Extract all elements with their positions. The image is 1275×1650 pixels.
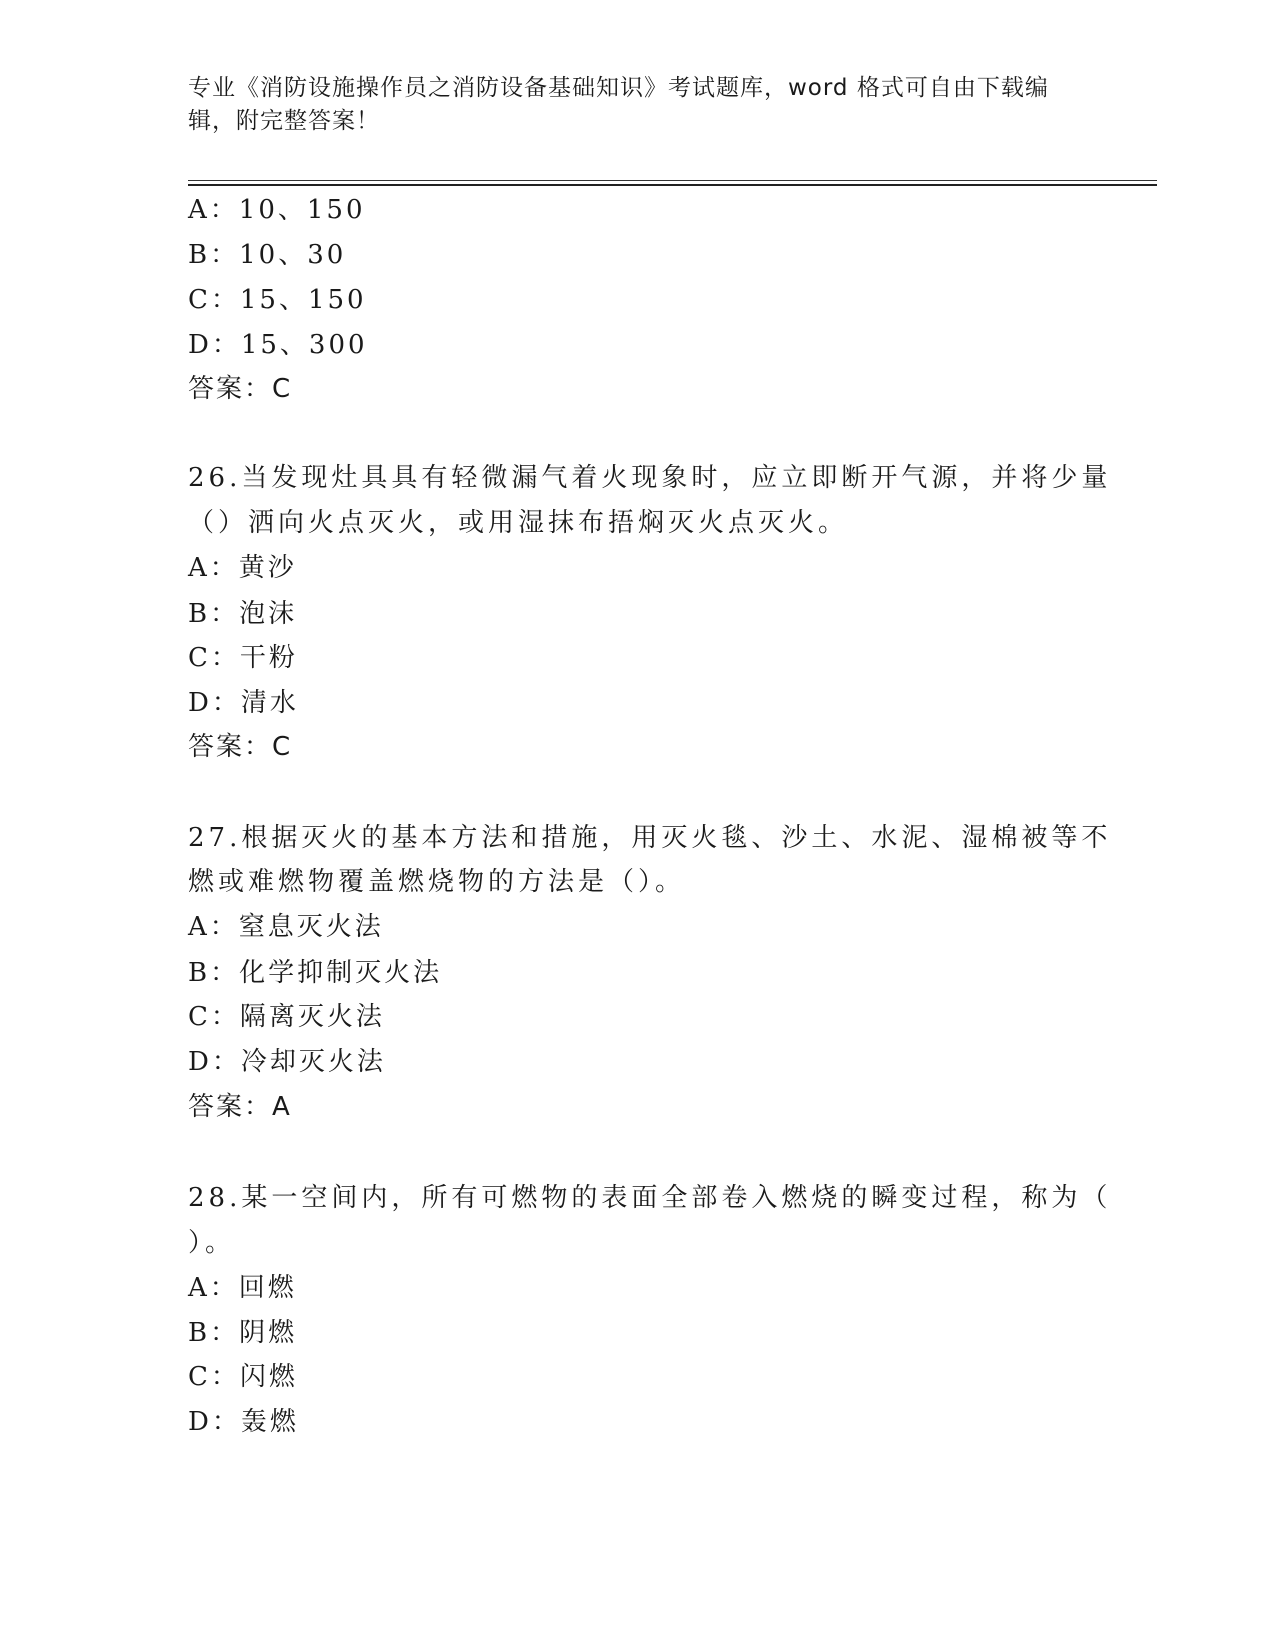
q25-option-d: D：15、300: [188, 330, 368, 360]
q25-option-a: A：10、150: [188, 195, 366, 225]
q25-answer: 答案：C: [188, 374, 293, 404]
q26-option-a: A：黄沙: [188, 553, 297, 583]
q27-option-b: B：化学抑制灭火法: [188, 958, 443, 988]
header-line-1: 专业《消防设施操作员之消防设备基础知识》考试题库，word 格式可自由下载编: [188, 75, 1049, 101]
q26-option-b: B：泡沫: [188, 599, 298, 629]
q28-option-b: B：阴燃: [188, 1318, 298, 1348]
q28-stem-line-2: ）。: [188, 1228, 236, 1258]
q26-option-d: D：清水: [188, 688, 299, 718]
q28-option-a: A：回燃: [188, 1273, 297, 1303]
q26-stem-line-2: （）洒向火点灭火，或用湿抹布捂焖灭火点灭火。: [188, 508, 849, 538]
q26-answer: 答案：C: [188, 732, 293, 762]
q28-option-c: C：闪燃: [188, 1362, 298, 1392]
header-line-2: 辑，附完整答案！: [188, 108, 380, 134]
header-rule-thin: [188, 180, 1157, 181]
q25-option-c: C：15、150: [188, 285, 367, 315]
q25-option-b: B：10、30: [188, 240, 347, 270]
q26-stem-line-1: 26.当发现灶具具有轻微漏气着火现象时，应立即断开气源，并将少量: [188, 463, 1112, 493]
q27-stem-line-1: 27.根据灭火的基本方法和措施，用灭火毯、沙土、水泥、湿棉被等不: [188, 823, 1112, 853]
document-header: [188, 72, 1088, 138]
q27-option-d: D：冷却灭火法: [188, 1047, 386, 1077]
q28-option-d: D：轰燃: [188, 1407, 299, 1437]
q28-stem-line-1: 28.某一空间内，所有可燃物的表面全部卷入燃烧的瞬变过程，称为（: [188, 1183, 1112, 1213]
q26-option-c: C：干粉: [188, 643, 298, 673]
q27-stem-line-2: 燃或难燃物覆盖燃烧物的方法是（）。: [188, 867, 686, 897]
q27-option-a: A：窒息灭火法: [188, 912, 384, 942]
q27-answer: 答案：A: [188, 1092, 292, 1122]
q27-option-c: C：隔离灭火法: [188, 1002, 385, 1032]
header-rule-thick: [188, 184, 1157, 186]
